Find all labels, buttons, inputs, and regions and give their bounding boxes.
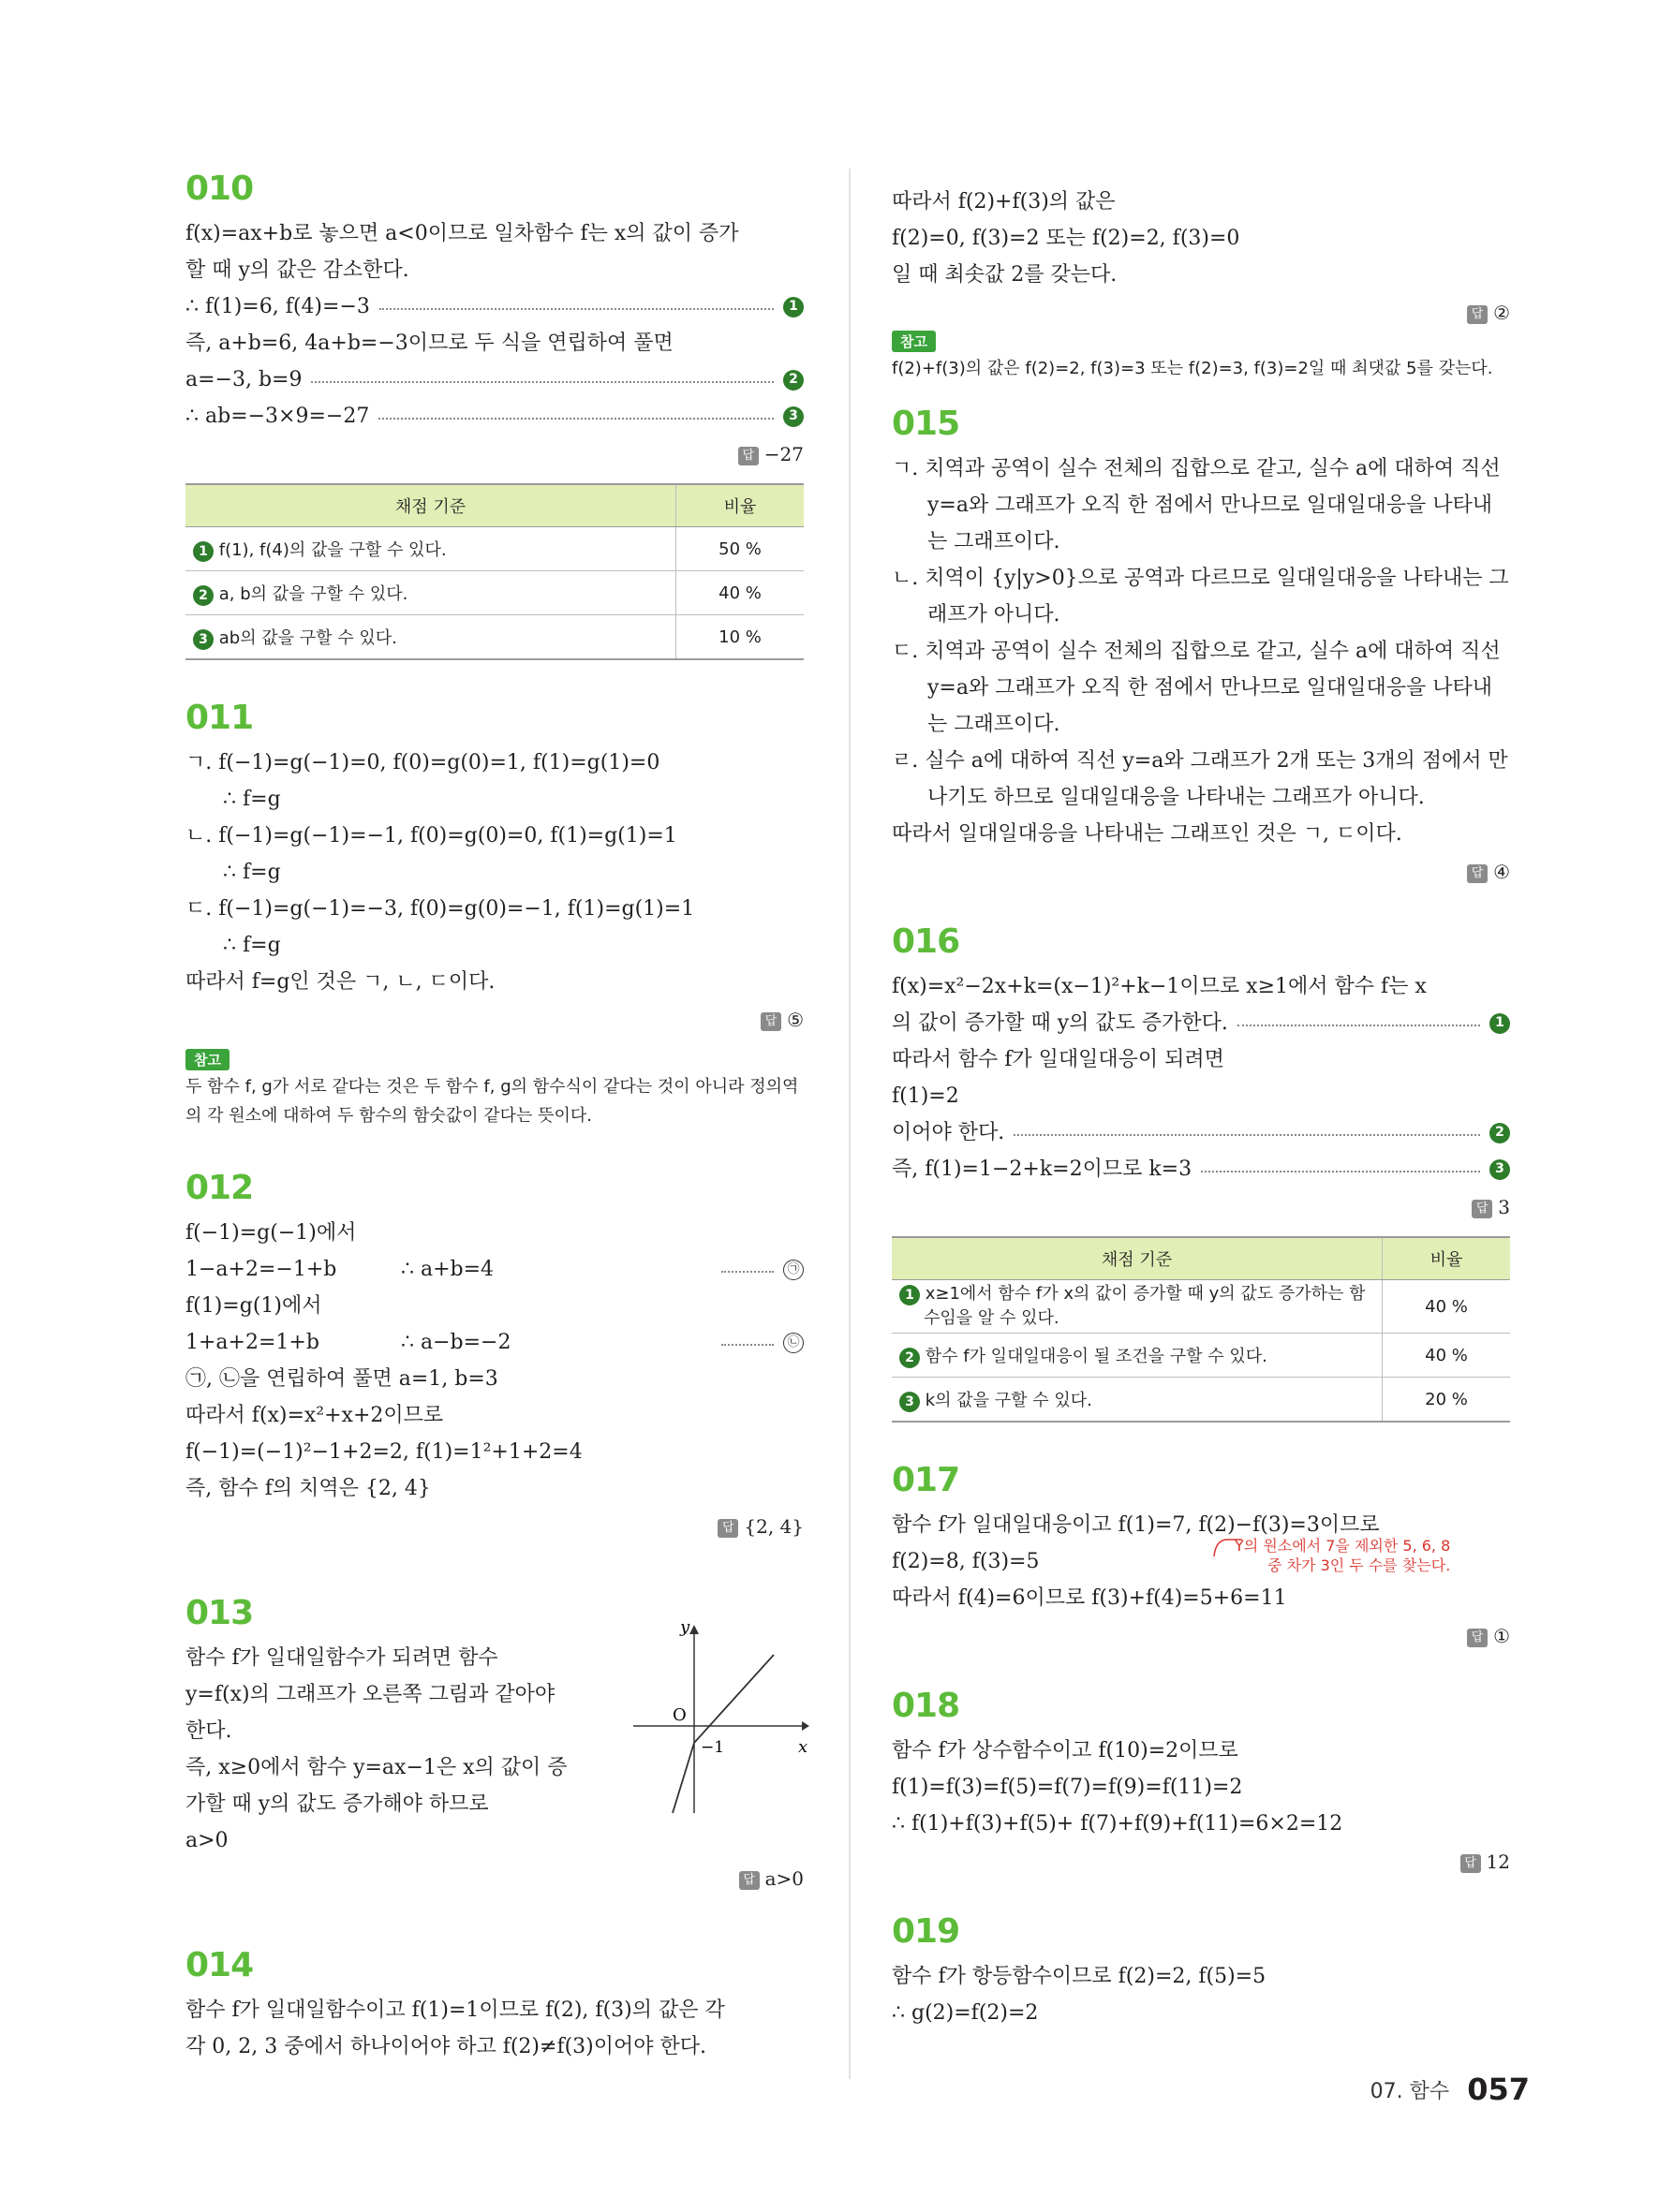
solution-text: 이어야 한다. xyxy=(892,1121,1005,1144)
step-marker-3: 3 xyxy=(783,406,804,427)
problem-number: 016 xyxy=(892,922,960,961)
step-marker-2: 2 xyxy=(193,585,214,606)
answer xyxy=(185,1511,804,1542)
problem-number: 011 xyxy=(185,699,254,737)
step-marker-2: 2 xyxy=(1489,1123,1510,1143)
graph-line-right xyxy=(694,1655,774,1743)
solution-line: y=f(x)의 그래프가 오른쪽 그림과 같아야 xyxy=(185,1683,555,1706)
solution-line: a>0 xyxy=(185,1829,229,1852)
hint-arrow-icon xyxy=(1208,1528,1246,1566)
answer-value: a>0 xyxy=(764,1867,804,1890)
solution-item: ㄷ. 치역과 공역이 실수 전체의 집합으로 같고, 실수 a에 대하여 직선 y=a와 그래프가 오직 한 점에서 만나므로 일대일대응을 나타내는 그래프이다. xyxy=(892,640,1501,736)
scoring-table xyxy=(892,1236,1510,1423)
table-row xyxy=(892,1378,1510,1423)
answer-value: ④ xyxy=(1493,861,1510,883)
table-header: 비율 xyxy=(676,484,805,527)
leader-dots xyxy=(721,1344,774,1346)
solution-line: f(x)=x²−2x+k=(x−1)²+k−1이므로 x≥1에서 함수 f는 x xyxy=(892,975,1427,998)
criterion-text: a, b의 값을 구할 수 있다. xyxy=(218,583,408,604)
solution-line: 따라서 f(2)+f(3)의 값은 xyxy=(892,190,1116,214)
problem-number: 019 xyxy=(892,1912,960,1951)
answer-label: 답 xyxy=(1467,864,1488,883)
answer-value: −27 xyxy=(763,443,804,465)
solution-line: ㄴ. f(−1)=g(−1)=−1, f(0)=g(0)=0, f(1)=g(1)=1 xyxy=(185,824,677,848)
solution-line xyxy=(892,1114,1510,1151)
note-text: 두 함수 f, g가 서로 같다는 것은 두 함수 f, g의 함수식이 같다는 것이 아니라 정의역의 각 원소에 대하여 두 함수의 함숫값이 같다는 뜻이다. xyxy=(185,1077,799,1126)
hint-callout xyxy=(1235,1536,1450,1575)
solution-line: f(1)=2 xyxy=(892,1084,959,1108)
solution-text: 1+a+2=1+b xyxy=(185,1331,319,1354)
answer xyxy=(892,1846,1510,1878)
equation-marker: ㉡ xyxy=(783,1333,804,1353)
answer-value: 12 xyxy=(1486,1851,1510,1873)
criterion-ratio: 40 % xyxy=(1383,1334,1511,1378)
answer-value: 3 xyxy=(1498,1196,1510,1218)
x-axis-arrow xyxy=(802,1721,809,1731)
step-marker-1: 1 xyxy=(899,1285,920,1305)
solution-text: ∴ a+b=4 xyxy=(401,1258,495,1281)
leader-dots xyxy=(1014,1134,1480,1136)
table-header: 비율 xyxy=(1383,1237,1511,1280)
step-marker-2: 2 xyxy=(783,370,804,391)
table-row xyxy=(892,1280,1510,1334)
answer xyxy=(892,1191,1510,1223)
solution-line xyxy=(185,1324,804,1361)
page-footer xyxy=(1370,2072,1530,2107)
solution-line: ㄱ. f(−1)=g(−1)=0, f(0)=g(0)=1, f(1)=g(1)=0 xyxy=(185,751,660,774)
table-row xyxy=(185,571,804,615)
solution-line: f(−1)=(−1)²−1+2=2, f(1)=1²+1+2=4 xyxy=(185,1440,583,1464)
answer-value: {2, 4} xyxy=(744,1515,804,1538)
right-column xyxy=(892,184,1510,2031)
leader-dots xyxy=(1237,1025,1480,1026)
leader-dots xyxy=(379,308,774,310)
y-label: y xyxy=(680,1621,690,1637)
solution-line: 한다. xyxy=(185,1719,232,1743)
problem-number: 012 xyxy=(185,1169,254,1207)
solution-text: ∴ a−b=−2 xyxy=(401,1331,511,1354)
solution-line: ∴ f=g xyxy=(223,861,281,884)
solution-text: ∴ ab=−3×9=−27 xyxy=(185,405,370,428)
solution-line: ㉠, ㉡을 연립하여 풀면 a=1, b=3 xyxy=(185,1367,498,1391)
solution-line: f(−1)=g(−1)에서 xyxy=(185,1221,357,1245)
answer-label: 답 xyxy=(738,447,759,465)
criterion-text: x≥1에서 함수 f가 x의 값이 증가할 때 y의 값도 증가하는 함수임을 알 수 있다. xyxy=(924,1284,1366,1328)
answer xyxy=(892,856,1510,888)
problem-016 xyxy=(892,922,1510,1423)
step-marker-1: 1 xyxy=(193,541,214,562)
answer xyxy=(185,438,804,470)
note-badge: 참고 xyxy=(892,331,936,352)
graph-line-left xyxy=(673,1743,694,1813)
solution-line: 각 0, 2, 3 중에서 하나이어야 하고 f(2)≠f(3)이어야 한다. xyxy=(185,2035,706,2058)
solution-line: 함수 f가 상수함수이고 f(10)=2이므로 xyxy=(892,1739,1238,1762)
table-row xyxy=(185,527,804,571)
problem-014 xyxy=(185,1945,804,2065)
criterion-ratio: 40 % xyxy=(1383,1280,1511,1334)
solution-item: ㄹ. 실수 a에 대하여 직선 y=a와 그래프가 2개 또는 3개의 점에서 만나기도 하므로 일대일대응을 나타내는 그래프가 아니다. xyxy=(892,749,1508,809)
solution-line: 따라서 f(x)=x²+x+2이므로 xyxy=(185,1404,444,1427)
problem-number: 010 xyxy=(185,170,254,208)
problem-013 xyxy=(185,1593,808,1895)
answer-value: ① xyxy=(1493,1625,1510,1647)
problem-015 xyxy=(892,404,1510,888)
solution-line: ∴ f=g xyxy=(223,788,281,811)
criterion-text: ab의 값을 구할 수 있다. xyxy=(218,627,397,648)
y-axis-arrow xyxy=(689,1625,699,1634)
criterion-text: f(1), f(4)의 값을 구할 수 있다. xyxy=(218,539,447,560)
hint-text: Y의 원소에서 7을 제외한 5, 6, 8 xyxy=(1235,1537,1451,1555)
step-marker-3: 3 xyxy=(1489,1159,1510,1180)
answer-label: 답 xyxy=(1472,1200,1492,1218)
answer xyxy=(892,297,1510,329)
solution-line xyxy=(185,288,804,325)
problem-019 xyxy=(892,1911,1510,2031)
solution-line: f(2)=8, f(3)=5 xyxy=(892,1550,1040,1573)
solution-line xyxy=(185,1251,804,1288)
criterion-ratio: 40 % xyxy=(676,571,805,615)
answer-label: 답 xyxy=(718,1519,738,1538)
criterion-ratio: 20 % xyxy=(1383,1378,1511,1423)
scoring-table xyxy=(185,483,804,660)
solution-line: 즉, a+b=6, 4a+b=−3이므로 두 식을 연립하여 풀면 xyxy=(185,332,674,355)
solution-text: a=−3, b=9 xyxy=(185,368,303,391)
criterion-ratio: 10 % xyxy=(676,615,805,660)
answer-value: ⑤ xyxy=(787,1009,804,1031)
leader-dots xyxy=(311,381,774,383)
solution-line: 함수 f가 일대일함수가 되려면 함수 xyxy=(185,1646,498,1670)
table-header: 채점 기준 xyxy=(892,1237,1383,1280)
problem-010 xyxy=(185,169,804,660)
table-row xyxy=(892,1334,1510,1378)
criterion-ratio: 50 % xyxy=(676,527,805,571)
solution-text: 의 값이 증가할 때 y의 값도 증가한다. xyxy=(892,1011,1228,1035)
problem-number: 013 xyxy=(185,1594,254,1632)
solution-line: 함수 f가 일대일함수이고 f(1)=1이므로 f(2), f(3)의 값은 각 xyxy=(185,1998,725,2022)
problem-number: 015 xyxy=(892,405,960,443)
solution-line xyxy=(892,1151,1510,1187)
problem-018 xyxy=(892,1686,1510,1878)
solution-line: 함수 f가 일대일대응이고 f(1)=7, f(2)−f(3)=3이므로 xyxy=(892,1513,1380,1537)
criterion-text: 함수 f가 일대일대응이 될 조건을 구할 수 있다. xyxy=(925,1346,1267,1366)
table-row xyxy=(185,615,804,660)
solution-line: ∴ g(2)=f(2)=2 xyxy=(892,2001,1039,2025)
step-marker-3: 3 xyxy=(899,1392,920,1412)
problem-011 xyxy=(185,698,804,1130)
solution-line: f(1)=g(1)에서 xyxy=(185,1294,322,1318)
function-graph xyxy=(624,1621,811,1818)
answer-label: 답 xyxy=(1467,305,1488,324)
chapter-label: 07. 함수 xyxy=(1370,2079,1450,2103)
solution-text: ∴ f(1)=6, f(4)=−3 xyxy=(185,295,370,318)
left-column xyxy=(185,169,808,2065)
table-header: 채점 기준 xyxy=(185,484,676,527)
answer xyxy=(185,1863,804,1895)
solution-line: 따라서 f=g인 것은 ㄱ, ㄴ, ㄷ이다. xyxy=(185,970,496,994)
solution-line xyxy=(892,1005,1510,1041)
problem-number: 014 xyxy=(185,1946,254,1984)
leader-dots xyxy=(1201,1171,1480,1172)
solution-line: f(1)=f(3)=f(5)=f(7)=f(9)=f(11)=2 xyxy=(892,1776,1243,1799)
answer-label: 답 xyxy=(1467,1629,1488,1647)
solution-item: ㄱ. 치역과 공역이 실수 전체의 집합으로 같고, 실수 a에 대하여 직선 y=a와 그래프가 오직 한 점에서 만나므로 일대일대응을 나타내는 그래프이다. xyxy=(892,457,1501,553)
hint-text: 중 차가 3인 두 수를 찾는다. xyxy=(1267,1556,1451,1574)
origin-label: O xyxy=(673,1705,687,1725)
solution-line xyxy=(185,398,804,435)
answer-value: ② xyxy=(1493,302,1510,324)
step-marker-3: 3 xyxy=(193,629,214,650)
step-marker-1: 1 xyxy=(783,297,804,317)
solution-line: 할 때 y의 값은 감소한다. xyxy=(185,258,409,282)
answer-label: 답 xyxy=(1460,1854,1481,1873)
answer xyxy=(185,1004,804,1036)
note-text: f(2)+f(3)의 값은 f(2)=2, f(3)=3 또는 f(2)=3, f(3)=2일 때 최댓값 5를 갖는다. xyxy=(892,359,1493,378)
solution-line: 가할 때 y의 값도 증가해야 하므로 xyxy=(185,1792,489,1816)
solution-text: 1−a+2=−1+b xyxy=(185,1258,337,1281)
criterion-text: k의 값을 구할 수 있다. xyxy=(925,1390,1092,1410)
answer-label: 답 xyxy=(739,1871,760,1890)
solution-line: ∴ f(1)+f(3)+f(5)+ f(7)+f(9)+f(11)=6×2=12 xyxy=(892,1812,1343,1836)
solution-line xyxy=(185,361,804,398)
column-divider xyxy=(849,169,851,2079)
equation-marker: ㉠ xyxy=(783,1260,804,1280)
solution-line: 즉, 함수 f의 치역은 {2, 4} xyxy=(185,1477,431,1500)
answer xyxy=(892,1620,1510,1652)
note-badge: 참고 xyxy=(185,1049,230,1070)
solution-line: ㄷ. f(−1)=g(−1)=−3, f(0)=g(0)=−1, f(1)=g(1)=1 xyxy=(185,897,695,921)
step-marker-1: 1 xyxy=(1489,1013,1510,1034)
solution-line: 일 때 최솟값 2를 갖는다. xyxy=(892,263,1118,287)
leader-dots xyxy=(721,1271,774,1273)
solution-line: 따라서 일대일대응을 나타내는 그래프인 것은 ㄱ, ㄷ이다. xyxy=(892,822,1402,846)
solution-line: 즉, x≥0에서 함수 y=ax−1은 x의 값이 증 xyxy=(185,1756,568,1779)
solution-line: f(x)=ax+b로 놓으면 a<0이므로 일차함수 f는 x의 값이 증가 xyxy=(185,222,739,245)
problem-number: 018 xyxy=(892,1687,960,1725)
intercept-label: −1 xyxy=(701,1738,725,1757)
solution-line: ∴ f=g xyxy=(223,934,281,957)
solution-line: 함수 f가 항등함수이므로 f(2)=2, f(5)=5 xyxy=(892,1965,1266,1988)
x-label: x xyxy=(798,1737,808,1757)
solution-line: 따라서 f(4)=6이므로 f(3)+f(4)=5+6=11 xyxy=(892,1586,1287,1610)
problem-012 xyxy=(185,1168,804,1542)
answer-label: 답 xyxy=(761,1012,781,1031)
solution-item: ㄴ. 치역이 {y|y>0}으로 공역과 다르므로 일대일대응을 나타내는 그래프가 아니다. xyxy=(892,567,1509,627)
solution-line: f(2)=0, f(3)=2 또는 f(2)=2, f(3)=0 xyxy=(892,227,1240,250)
solution-line: 따라서 함수 f가 일대일대응이 되려면 xyxy=(892,1048,1224,1071)
leader-dots xyxy=(378,418,774,420)
solution-text: 즉, f(1)=1−2+k=2이므로 k=3 xyxy=(892,1158,1192,1181)
problem-014-continued xyxy=(892,184,1510,383)
step-marker-2: 2 xyxy=(899,1348,920,1368)
problem-number: 017 xyxy=(892,1461,960,1499)
page-number: 057 xyxy=(1467,2072,1530,2107)
